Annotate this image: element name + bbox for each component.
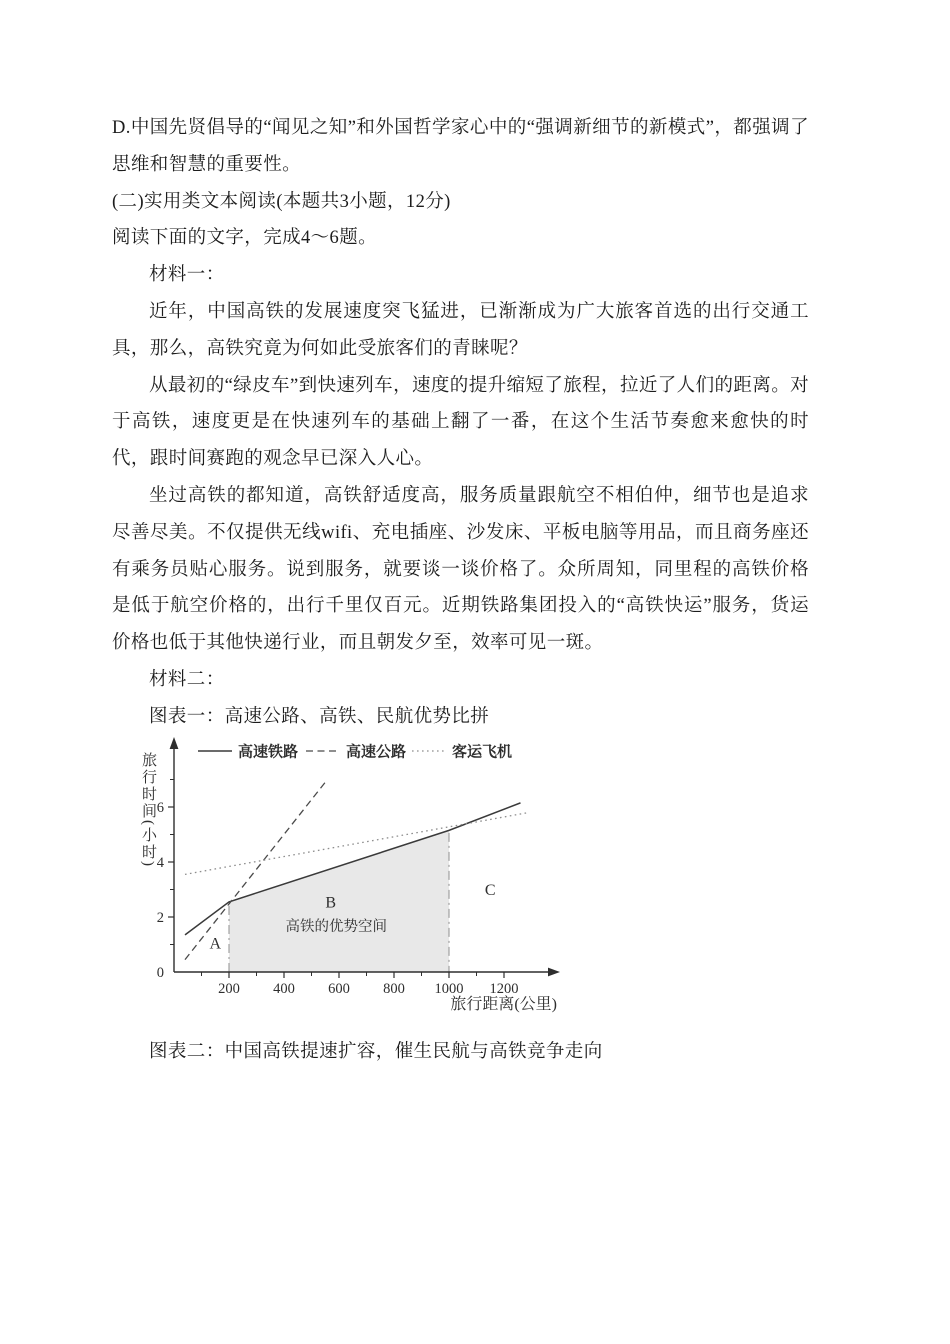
document-body — [112, 110, 809, 1070]
x-axis-title: 旅行距离(公里) — [450, 995, 557, 1013]
advantage-region — [229, 830, 449, 972]
x-tick-label: 800 — [383, 980, 405, 997]
material-one-label: 材料一： — [149, 265, 225, 286]
y-tick-label: 0 — [156, 964, 164, 981]
legend-label: 高速铁路 — [238, 744, 299, 761]
region-label-A: A — [209, 935, 222, 953]
y-tick-label: 2 — [156, 909, 164, 926]
region-label-B: B — [325, 893, 337, 911]
x-tick-label: 1200 — [489, 980, 519, 997]
x-axis-arrow-icon — [548, 967, 560, 976]
legend-label: 高速公路 — [346, 744, 407, 761]
y-axis-arrow-icon — [170, 737, 179, 749]
region-label-C: C — [484, 881, 496, 899]
section-heading: (二)实用类文本阅读(本题共3小题，12分) — [112, 191, 451, 212]
legend-label: 客运飞机 — [452, 744, 513, 761]
y-tick-label: 4 — [156, 854, 164, 871]
figure1-chart — [120, 732, 590, 1032]
advantage-chart-svg — [120, 732, 590, 1032]
figure1-title: 图表一：高速公路、高铁、民航优势比拼 — [149, 706, 490, 727]
option-d-text: D.中国先贤倡导的“闻见之知”和外国哲学家心中的“强调新细节的新模式”，都强调了思维和智慧的重要性。 — [112, 118, 809, 175]
reading-instruction: 阅读下面的文字，完成4～6题。 — [112, 228, 378, 249]
y-axis-label: 旅行时间(小时) — [140, 751, 156, 868]
body-paragraph-1: 近年，中国高铁的发展速度突飞猛进，已渐渐成为广大旅客首选的出行交通工具，那么，高铁究竟为何如此受旅客们的青睐呢？ — [112, 301, 809, 359]
x-tick-label: 200 — [218, 980, 240, 997]
x-tick-label: 400 — [273, 980, 295, 997]
material-two-label: 材料二： — [149, 669, 225, 690]
figure2-caption: 图表二：中国高铁提速扩容，催生民航与高铁竞争走向 — [149, 1041, 603, 1062]
x-tick-label: 1000 — [434, 980, 464, 997]
x-tick-label: 600 — [328, 980, 350, 997]
region-annotation: 高铁的优势空间 — [285, 918, 387, 935]
y-tick-label: 6 — [156, 799, 164, 816]
body-paragraph-2: 从最初的“绿皮车”到快速列车，速度的提升缩短了旅程，拉近了人们的距离。对于高铁，速度更是在快速列车的基础上翻了一番，在这个生活节奏愈来愈快的时代，跟时间赛跑的观念早已深入人心。 — [112, 375, 809, 470]
body-paragraph-3: 坐过高铁的都知道，高铁舒适度高，服务质量跟航空不相伯仲，细节也是追求尽善尽美。不仅提供无线wifi、充电插座、沙发床、平板电脑等用品，而且商务座还有乘务员贴心服务。说到服务，就要谈一谈价格了。众所周知，同里程的高铁价格是低于航空价格的，出行千里仅百元。近期铁路集团投入的“高铁快运”服务，货运价格也低于其他快递行业，而且朝发夕至，效率可见一斑。 — [112, 485, 809, 654]
